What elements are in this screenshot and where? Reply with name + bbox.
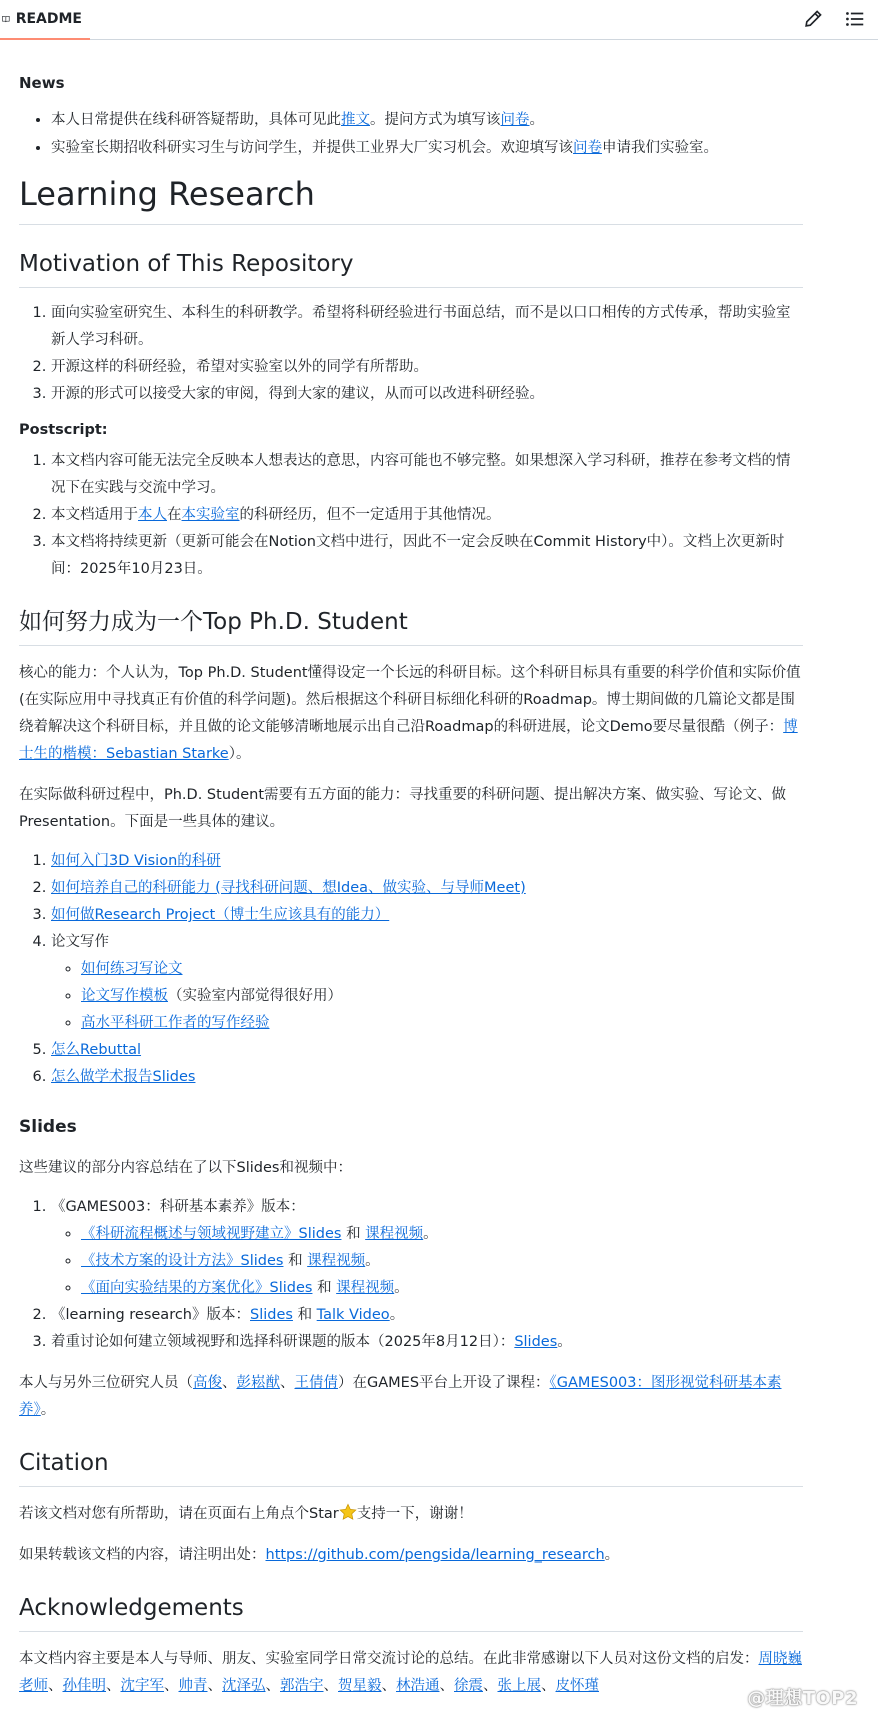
list-item: 2. 开源这样的科研经验，希望对实验室以外的同学有所帮助。 xyxy=(51,354,803,381)
citation-para-source: 如果转载该文档的内容，请注明出处：https://github.com/pengsida/learning_research。 xyxy=(19,1547,620,1563)
list-item: 4. 论文写作 ◦ 如何练习写论文 ◦ 论文写作模板（实验室内部觉得很好用） ◦ 高水平科研工作者的写作经验 xyxy=(51,929,803,1037)
person-link[interactable]: 帅青 xyxy=(178,1678,208,1694)
list-item xyxy=(51,848,803,875)
slides-talk-link[interactable]: 怎么做学术报告Slides xyxy=(51,1069,196,1085)
video-link[interactable]: 课程视频 xyxy=(307,1253,366,1269)
phd-para-abilities: 在实际做科研过程中，Ph.D. Student需要有五方面的能力：寻找重要的科研问题、提出解决方案、做实验、写论文、做Presentation。下面是一些具体的建议。 xyxy=(19,787,787,830)
person-link[interactable]: 周晓巍老师 xyxy=(19,1651,802,1694)
list-item xyxy=(81,1010,803,1037)
list-item: 3. 着重讨论如何建立领域视野和选择科研课题的版本（2025年8月12日）：Slides。 xyxy=(51,1329,803,1356)
person-link[interactable]: 徐震 xyxy=(454,1678,483,1694)
person-link[interactable]: 林浩通 xyxy=(396,1678,440,1694)
person-link[interactable]: 彭崧猷 xyxy=(236,1375,280,1391)
star-icon xyxy=(339,1503,357,1521)
list-item: 1. 面向实验室研究生、本科生的科研教学。希望将科研经验进行书面总结，而不是以口口相传的方式传承，帮助实验室新人学习科研。 xyxy=(51,300,803,354)
phd-list xyxy=(19,848,803,1091)
readme-tab-label: README xyxy=(15,10,82,27)
citation-heading: Citation xyxy=(19,1446,803,1487)
tweet-link[interactable]: 推文 xyxy=(341,112,370,128)
person-link[interactable]: 皮怀瑾 xyxy=(555,1678,599,1694)
list-item: 2. 《learning research》版本：Slides 和 Talk Video。 xyxy=(51,1302,803,1329)
person-link[interactable]: 贺星毅 xyxy=(338,1678,382,1694)
citation-para-star: 若该文档对您有所帮助，请在页面右上角点个Star 支持一下，谢谢！ xyxy=(19,1501,803,1528)
readme-content xyxy=(0,40,831,1700)
motivation-heading: Motivation of This Repository xyxy=(19,247,803,288)
list-item xyxy=(51,1037,803,1064)
list-item: ◦ 论文写作模板（实验室内部觉得很好用） xyxy=(81,983,803,1010)
book-icon xyxy=(2,11,10,27)
talk-video-link[interactable]: Talk Video xyxy=(316,1307,390,1323)
writing-experience-link[interactable]: 高水平科研工作者的写作经验 xyxy=(81,1015,270,1031)
person-link[interactable]: 高俊 xyxy=(193,1375,222,1391)
research-project-link[interactable]: 如何做Research Project（博士生应该具有的能力） xyxy=(51,907,390,923)
list-item: 3. 本文档将持续更新（更新可能会在Notion文档中进行，因此不一定会反映在Commit History中）。文档上次更新时间：2025年10月23日。 xyxy=(51,529,803,583)
list-item xyxy=(51,1064,803,1091)
person-link[interactable]: 沈泽弘 xyxy=(222,1678,266,1694)
practice-writing-link[interactable]: 如何练习写论文 xyxy=(81,961,183,977)
lab-link[interactable]: 本实验室 xyxy=(181,507,240,523)
slides-heading: Slides xyxy=(19,1117,77,1137)
list-item xyxy=(51,875,803,902)
questionnaire-link[interactable]: 问卷 xyxy=(500,112,530,128)
list-item: 1. 本文档内容可能无法完全反映本人想表达的意思，内容可能也不够完整。如果想深入学习科研，推荐在参考文档的情况下在实践与交流中学习。 xyxy=(51,448,803,502)
slides-link[interactable]: Slides xyxy=(514,1334,558,1350)
starke-link[interactable]: 博士生的楷模：Sebastian Starke xyxy=(19,719,798,762)
list-item: • 本人日常提供在线科研答疑帮助，具体可见此推文。提问方式为填写该问卷。 xyxy=(51,106,803,134)
postscript-label: Postscript: xyxy=(19,422,108,438)
slides-link[interactable]: 《科研流程概述与领域视野建立》Slides xyxy=(81,1226,342,1242)
ack-heading: Acknowledgements xyxy=(19,1591,803,1632)
person-link[interactable]: 孙佳明 xyxy=(62,1678,106,1694)
pencil-icon[interactable] xyxy=(802,8,824,30)
list-item: 2. 本文档适用于本人在本实验室的科研经历，但不一定适用于其他情况。 xyxy=(51,502,803,529)
slides-link[interactable]: 《技术方案的设计方法》Slides xyxy=(81,1253,284,1269)
games003-sublist xyxy=(51,1221,803,1302)
slides-link[interactable]: 《面向实验结果的方案优化》Slides xyxy=(81,1280,313,1296)
person-link[interactable]: 沈宇军 xyxy=(120,1678,164,1694)
list-item xyxy=(81,956,803,983)
list-item: 1. 《GAMES003：科研基本素养》版本： ◦ 《科研流程概述与领域视野建立》Slides 和 课程视频。 ◦ 《技术方案的设计方法》Slides 和 课程视频。 ◦ 《面向实验结果的方案优化》Slides 和 课程视频。 xyxy=(51,1194,803,1302)
slides-intro: 这些建议的部分内容总结在了以下Slides和视频中： xyxy=(19,1160,352,1176)
self-link[interactable]: 本人 xyxy=(138,507,167,523)
slides-list xyxy=(19,1194,803,1356)
video-link[interactable]: 课程视频 xyxy=(365,1226,424,1242)
person-link[interactable]: 张上展 xyxy=(497,1678,541,1694)
person-link[interactable]: 郭浩宇 xyxy=(280,1678,324,1694)
video-link[interactable]: 课程视频 xyxy=(336,1280,395,1296)
writing-template-link[interactable]: 论文写作模板 xyxy=(81,988,168,1004)
research-ability-link[interactable]: 如何培养自己的科研能力 (寻找科研问题、想Idea、做实验、与导师Meet) xyxy=(51,880,526,896)
writing-sublist xyxy=(51,956,803,1037)
phd-para-core: 核心的能力：个人认为，Top Ph.D. Student懂得设定一个长远的科研目标。这个科研目标具有重要的科学价值和实际价值 (在实际应用中寻找真正有价值的科学问题)。然后根据这个科研目标细化科研的Roadmap。博士期间做的几篇论文都是围绕着解决这个科研目标，并且做的论文能够清晰地展示出自己沿Roadmap的科研进展，论文Demo要尽量很酷（例子：博士生的楷模：Sebastian Starke）。 xyxy=(19,665,801,762)
list-item: ◦ 《面向实验结果的方案优化》Slides 和 课程视频。 xyxy=(81,1275,803,1302)
person-link[interactable]: 王倩倩 xyxy=(294,1375,338,1391)
list-item xyxy=(51,902,803,929)
list-item: ◦ 《科研流程概述与领域视野建立》Slides 和 课程视频。 xyxy=(81,1221,803,1248)
list-item: ◦ 《技术方案的设计方法》Slides 和 课程视频。 xyxy=(81,1248,803,1275)
page-title: Learning Research xyxy=(19,172,803,225)
slides-link[interactable]: Slides xyxy=(250,1307,293,1323)
course-para: 本人与另外三位研究人员（高俊、彭崧猷、王倩倩）在GAMES平台上开设了课程：《GAMES003：图形视觉科研基本素养》。 xyxy=(19,1375,782,1418)
phd-heading: 如何努力成为一个Top Ph.D. Student xyxy=(19,605,803,646)
list-item: • 实验室长期招收科研实习生与访问学生，并提供工业界大厂实习机会。欢迎填写该问卷申请我们实验室。 xyxy=(51,134,803,162)
3d-vision-link[interactable]: 如何入门3D Vision的科研 xyxy=(51,853,221,869)
games003-course-link[interactable]: 《GAMES003：图形视觉科研基本素养》 xyxy=(19,1375,782,1418)
list-icon[interactable] xyxy=(844,8,866,30)
readme-header xyxy=(0,0,878,40)
rebuttal-link[interactable]: 怎么Rebuttal xyxy=(51,1042,142,1058)
postscript-list xyxy=(19,448,803,583)
repo-url-link[interactable]: https://github.com/pengsida/learning_research xyxy=(265,1547,605,1563)
news-list xyxy=(19,106,803,162)
list-item: 3. 开源的形式可以接受大家的审阅，得到大家的建议，从而可以改进科研经验。 xyxy=(51,381,803,408)
ack-para: 本文档内容主要是本人与导师、朋友、实验室同学日常交流讨论的总结。在此非常感谢以下人员对这份文档的启发：周晓巍老师、孙佳明、沈宇军、帅青、沈泽弘、郭浩宇、贺星毅、林浩通、徐震、张上展、皮怀瑾 xyxy=(19,1651,802,1694)
motivation-list xyxy=(19,300,803,408)
questionnaire-link[interactable]: 问卷 xyxy=(573,140,602,156)
readme-tab[interactable] xyxy=(0,0,90,40)
watermark: @理想TOP2 xyxy=(747,1688,858,1709)
news-title: News xyxy=(19,74,65,92)
